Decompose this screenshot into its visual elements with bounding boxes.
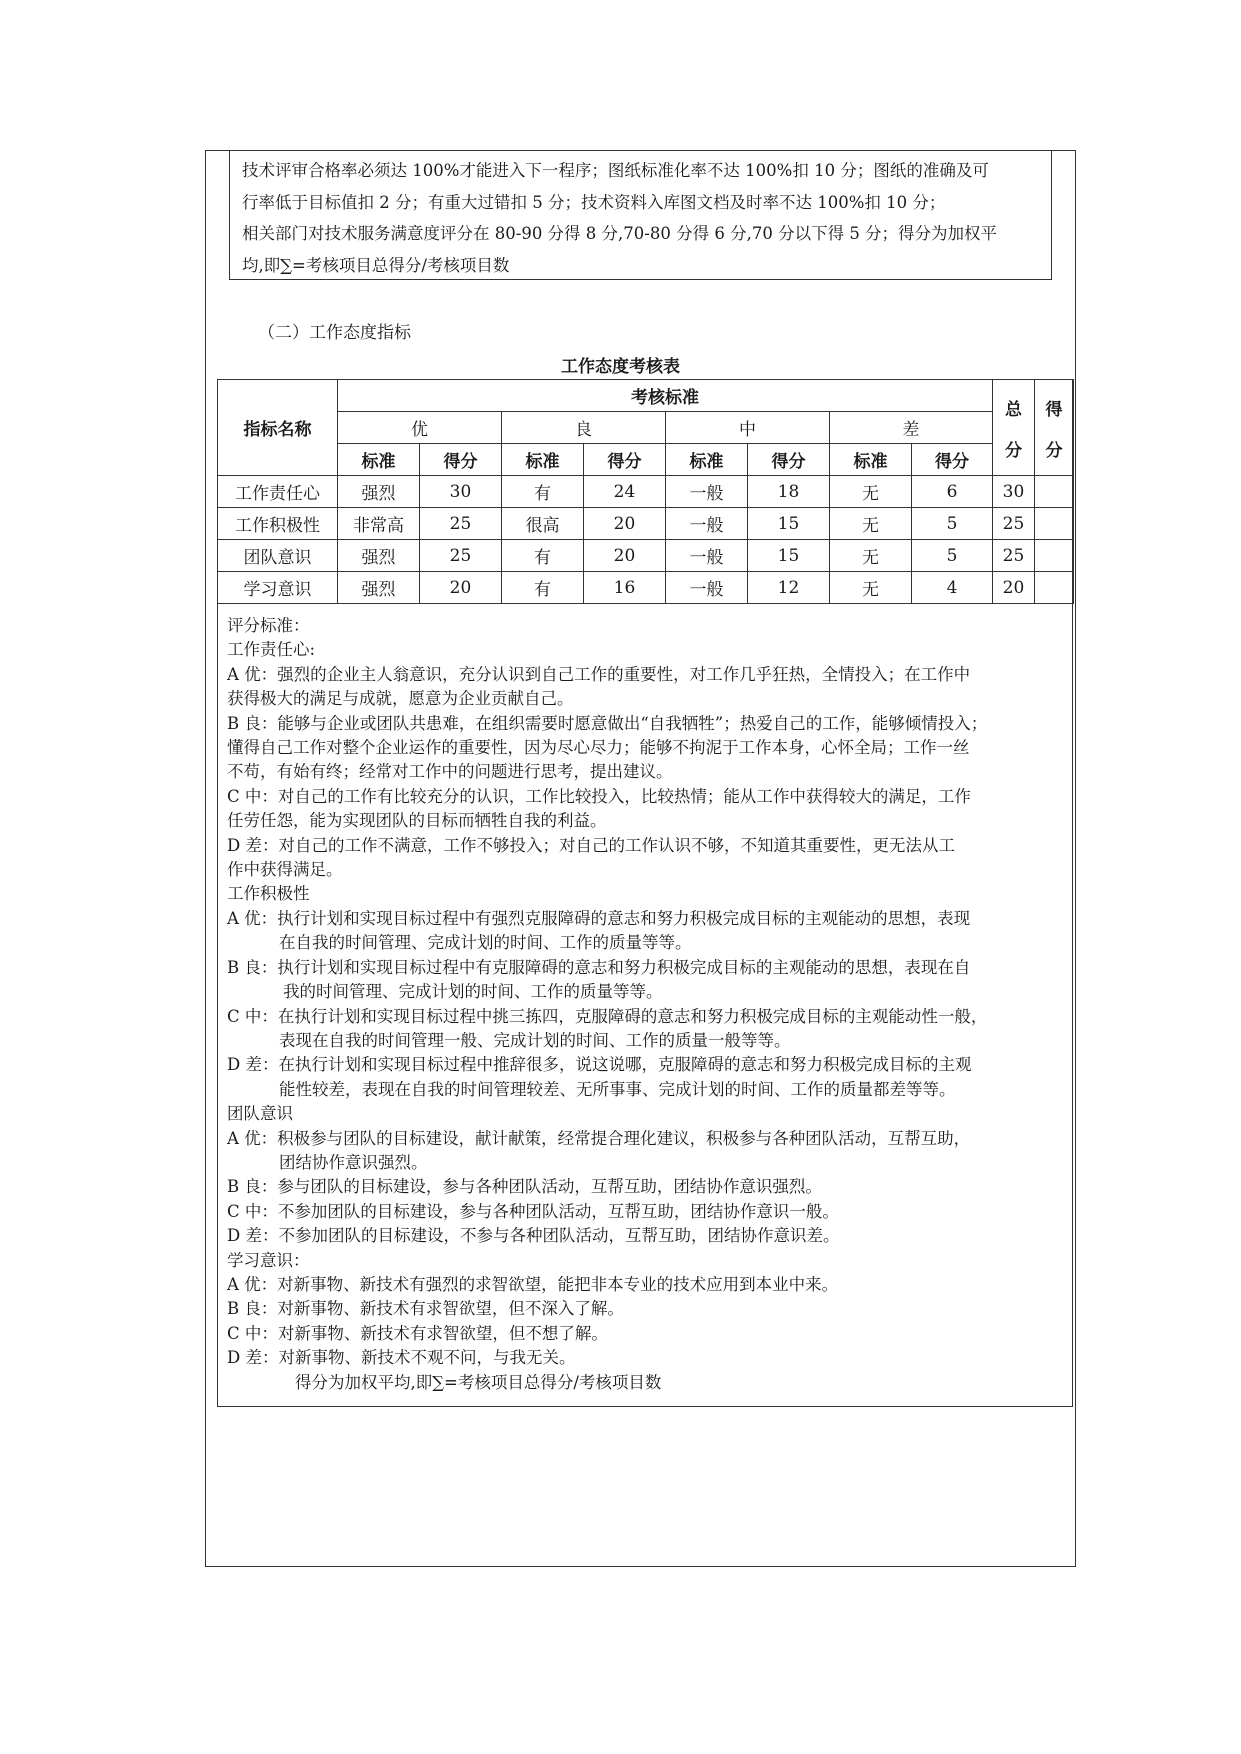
text-line: 行率低于目标值扣 2 分；有重大过错扣 5 分；技术资料入库图文档及时率不达 100%扣 10 分；: [242, 192, 946, 212]
criteria-line: B 良：对新事物、新技术有求智欲望，但不深入了解。: [227, 1299, 624, 1319]
table-row: [218, 540, 1074, 572]
header-got-bottom: 分: [1045, 440, 1063, 461]
total-cell: 25: [993, 540, 1035, 572]
criteria-line: D 差：不参加团队的目标建设，不参与各种团队活动，互帮互助，团结协作意识差。: [227, 1226, 840, 1246]
table-cell: 25: [420, 540, 502, 572]
score-cell[interactable]: [1035, 540, 1074, 572]
header-indicator: 指标名称: [218, 380, 338, 476]
team-title: 团队意识: [227, 1104, 293, 1124]
criteria-line: 任劳任怨，能为实现团队的目标而牺牲自我的利益。: [227, 811, 607, 831]
table-cell: 6: [912, 476, 993, 508]
table-cell: 有: [502, 540, 584, 572]
score-cell[interactable]: [1035, 572, 1074, 604]
criteria-line: 我的时间管理、完成计划的时间、工作的质量等等。: [283, 982, 663, 1002]
indicator-name: 工作责任心: [218, 476, 338, 508]
table-cell: 非常高: [338, 508, 420, 540]
criteria-heading: 评分标准：: [227, 616, 310, 635]
text-line: 均,即∑=考核项目总得分/考核项目数: [242, 255, 510, 275]
table-cell: 无: [830, 572, 912, 604]
technical-scoring-box: [229, 150, 1052, 280]
section-title: （二）工作态度指标: [258, 323, 411, 343]
table-cell: 30: [420, 476, 502, 508]
table-cell: 5: [912, 540, 993, 572]
responsibility-title: 工作责任心:: [227, 640, 316, 660]
table-row: [218, 508, 1074, 540]
criteria-line: 获得极大的满足与成就，愿意为企业贡献自己。: [227, 689, 574, 709]
table-header-row: [218, 380, 1074, 412]
header-total-bottom: 分: [1005, 440, 1022, 461]
table-cell: 无: [830, 476, 912, 508]
final-formula: 得分为加权平均,即∑=考核项目总得分/考核项目数: [295, 1372, 662, 1392]
table-cell: 20: [420, 572, 502, 604]
header-criteria: 考核标准: [338, 380, 993, 412]
criteria-line: 不苟，有始有终；经常对工作中的问题进行思考，提出建议。: [227, 762, 673, 782]
criteria-line: 团结协作意识强烈。: [279, 1152, 428, 1172]
table-cell: 一般: [666, 540, 748, 572]
table-cell: 强烈: [338, 476, 420, 508]
sub-standard: 标准: [338, 444, 420, 476]
table-cell: 4: [912, 572, 993, 604]
text-line: 技术评审合格率必须达 100%才能进入下一程序；图纸标准化率不达 100%扣 10 分；图纸的准确及可: [242, 161, 989, 180]
indicator-name: 团队意识: [218, 540, 338, 572]
table-cell: 强烈: [338, 540, 420, 572]
sub-score: 得分: [748, 444, 830, 476]
criteria-line: A 优：执行计划和实现目标过程中有强烈克服障碍的意志和努力积极完成目标的主观能动的思想，表现: [227, 908, 971, 928]
criteria-line: B 良：参与团队的目标建设，参与各种团队活动，互帮互助，团结协作意识强烈。: [227, 1177, 822, 1197]
grade-medium: 中: [666, 412, 830, 444]
criteria-line: C 中：对新事物、新技术有求智欲望，但不想了解。: [227, 1323, 608, 1343]
criteria-line: C 中：对自己的工作有比较充分的认识，工作比较投入，比较热情；能从工作中获得较大的满足，工作: [227, 786, 971, 806]
table-cell: 强烈: [338, 572, 420, 604]
table-subheader-row: [218, 444, 1074, 476]
table-cell: 16: [584, 572, 666, 604]
criteria-line: 在自我的时间管理、完成计划的时间、工作的质量等等。: [279, 933, 692, 953]
table-cell: 20: [584, 508, 666, 540]
table-cell: 一般: [666, 508, 748, 540]
table-cell: 5: [912, 508, 993, 540]
table-cell: 有: [502, 572, 584, 604]
indicator-name: 工作积极性: [218, 508, 338, 540]
table-cell: 无: [830, 508, 912, 540]
criteria-line: C 中：在执行计划和实现目标过程中挑三拣四，克服障碍的意志和努力积极完成目标的主观能动性一般，: [227, 1006, 988, 1026]
sub-score: 得分: [912, 444, 993, 476]
learning-title: 学习意识：: [227, 1250, 310, 1270]
total-cell: 30: [993, 476, 1035, 508]
criteria-line: D 差：对自己的工作不满意，工作不够投入；对自己的工作认识不够，不知道其重要性，更无法从工: [227, 835, 955, 855]
score-cell[interactable]: [1035, 508, 1074, 540]
table-cell: 20: [584, 540, 666, 572]
header-total-top: 总: [1005, 399, 1022, 420]
table-cell: 15: [748, 508, 830, 540]
table-cell: 15: [748, 540, 830, 572]
header-total: [993, 380, 1035, 476]
criteria-line: A 优：积极参与团队的目标建设，献计献策，经常提合理化建议，积极参与各种团队活动，互帮互助，: [227, 1128, 971, 1148]
criteria-line: D 差：对新事物、新技术不观不问，与我无关。: [227, 1348, 576, 1368]
score-cell[interactable]: [1035, 476, 1074, 508]
table-cell: 一般: [666, 572, 748, 604]
total-cell: 20: [993, 572, 1035, 604]
grade-poor: 差: [830, 412, 993, 444]
table-cell: 一般: [666, 476, 748, 508]
scoring-criteria: [227, 614, 1067, 1395]
criteria-line: C 中：不参加团队的目标建设，参与各种团队活动，互帮互助，团结协作意识一般。: [227, 1201, 839, 1221]
grade-excellent: 优: [338, 412, 502, 444]
table-title: 工作态度考核表: [561, 357, 680, 377]
criteria-line: 表现在自我的时间管理一般、完成计划的时间、工作的质量一般等等。: [279, 1030, 791, 1050]
criteria-line: D 差：在执行计划和实现目标过程中推辞很多，说这说哪，克服障碍的意志和努力积极完成目标的主观: [227, 1055, 972, 1075]
criteria-line: 能性较差，表现在自我的时间管理较差、无所事事、完成计划的时间、工作的质量都差等等。: [279, 1079, 956, 1099]
table-cell: 无: [830, 540, 912, 572]
criteria-line: A 优：强烈的企业主人翁意识，充分认识到自己工作的重要性，对工作几乎狂热，全情投入；在工作中: [227, 664, 971, 684]
total-cell: 25: [993, 508, 1035, 540]
table-grade-row: [218, 412, 1074, 444]
header-got-top: 得: [1045, 399, 1063, 420]
sub-standard: 标准: [502, 444, 584, 476]
text-line: 相关部门对技术服务满意度评分在 80-90 分得 8 分,70-80 分得 6 分,70 分以下得 5 分；得分为加权平: [242, 224, 998, 243]
table-cell: 很高: [502, 508, 584, 540]
attitude-assessment-table: [217, 379, 1074, 604]
sub-score: 得分: [584, 444, 666, 476]
indicator-name: 学习意识: [218, 572, 338, 604]
header-got: [1035, 380, 1074, 476]
table-cell: 有: [502, 476, 584, 508]
table-cell: 18: [748, 476, 830, 508]
criteria-line: B 良：能够与企业或团队共患难，在组织需要时愿意做出“自我牺牲”；热爱自己的工作，能够倾情投入；: [227, 713, 988, 733]
table-cell: 12: [748, 572, 830, 604]
grade-good: 良: [502, 412, 666, 444]
criteria-line: 懂得自己工作对整个企业运作的重要性，因为尽心尽力；能够不拘泥于工作本身，心怀全局；工作一丝: [227, 738, 970, 758]
table-row: [218, 572, 1074, 604]
criteria-line: B 良：执行计划和实现目标过程中有克服障碍的意志和努力积极完成目标的主观能动的思想，表现在自: [227, 957, 971, 977]
table-row: [218, 476, 1074, 508]
criteria-line: 作中获得满足。: [227, 860, 343, 880]
sub-score: 得分: [420, 444, 502, 476]
initiative-title: 工作积极性: [227, 884, 310, 904]
sub-standard: 标准: [666, 444, 748, 476]
table-cell: 25: [420, 508, 502, 540]
sub-standard: 标准: [830, 444, 912, 476]
table-cell: 24: [584, 476, 666, 508]
criteria-line: A 优：对新事物、新技术有强烈的求智欲望，能把非本专业的技术应用到本业中来。: [227, 1274, 839, 1294]
